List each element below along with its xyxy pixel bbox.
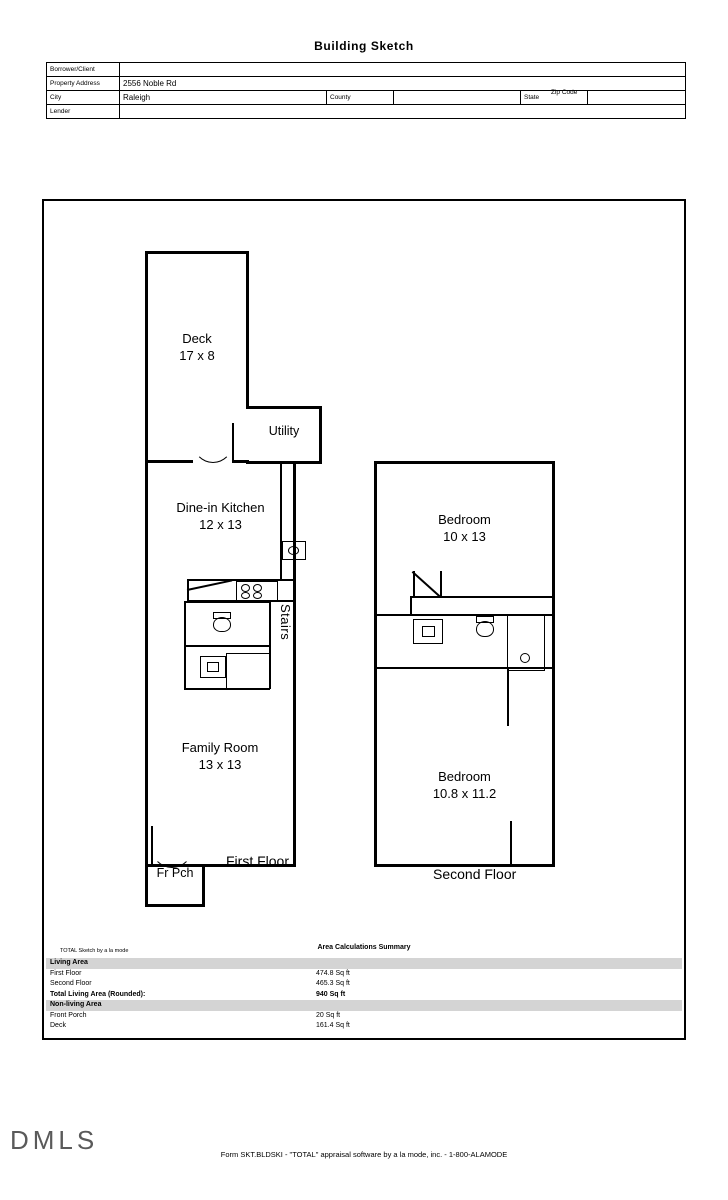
room-label-utility [246,424,322,438]
deck-dims: 17 x 8 [179,348,215,363]
deck-area-label: Deck [50,1022,66,1029]
property-address-label: Property Address [47,77,120,91]
table-row [46,1011,682,1022]
bedroom-2-dims: 10.8 x 11.2 [432,786,497,801]
family-room-dims: 13 x 13 [198,757,242,772]
total-living-area-label: Total Living Area (Rounded): [50,990,146,998]
bath2-vanity-basin [422,626,435,637]
table-row [46,1021,682,1032]
room-label-bedroom-1 [374,511,555,545]
bedroom-1-dims: 10 x 13 [443,529,486,544]
utility-wall-top [246,406,322,409]
table-row [46,969,682,980]
room-label-stairs: Stairs [278,604,293,641]
table-row [47,77,686,91]
first-floor-label: First Floor [226,853,289,869]
hall-divider-left [410,596,412,616]
borrower-label: Borrower/Client [47,63,120,77]
front-door-leaf [151,826,153,866]
stove-burner-3 [241,592,250,599]
front-porch-name: Fr Pch [156,866,194,880]
lender-label: Lender [47,105,120,119]
table-row [47,63,686,77]
borrower-value [120,63,686,77]
total-living-area-value: 940 Sq ft [316,990,346,998]
toilet-bowl [213,617,231,632]
second-floor-label: Second Floor [433,866,517,882]
building-sketch-canvas [42,199,686,1040]
property-info-table [46,62,686,119]
bedroom-2-closet-wall [510,821,512,865]
room-label-kitchen [128,499,313,533]
bath2-toilet-bowl [476,621,494,637]
area-summary-table [46,958,682,1032]
bedroom-door-diagonal [412,571,441,597]
family-room-name: Family Room [181,740,259,755]
stove-burner-4 [253,592,262,599]
second-floor-area-value: 465.3 Sq ft [316,980,350,987]
tub-box [226,653,270,689]
page-title: Building Sketch [314,39,414,53]
room-label-bedroom-2 [374,768,555,802]
bath2-partition-right [507,669,509,726]
bedroom-2-name: Bedroom [438,769,491,784]
kitchen-dims: 12 x 13 [199,517,242,532]
second-floor-wall-top [374,461,555,464]
hall-wall-upper [410,596,555,598]
deck-door-swing [193,423,233,463]
vanity-basin [207,662,219,672]
deck-wall-bottom [145,460,193,463]
area-summary-title: Area Calculations Summary [317,944,411,951]
deck-wall-right [246,251,249,406]
county-value [394,91,521,105]
table-row [46,1000,682,1011]
toilet-tank [213,612,231,619]
bath-wall-mid [184,645,270,647]
front-porch-area-value: 20 Sq ft [316,1011,341,1019]
table-row [46,958,682,969]
bedroom-1-name: Bedroom [438,512,491,527]
kitchen-sink-basin [288,546,299,555]
first-floor-area-value: 474.8 Sq ft [316,969,350,977]
state-value [588,91,686,105]
front-porch-wall-bottom [145,904,205,907]
bath2-tub-drain [520,653,530,663]
non-living-area-band-spacer [312,1000,480,1011]
kitchen-right-partition [280,464,282,580]
kitchen-name: Dine-in Kitchen [176,500,265,515]
living-area-band-spacer [312,958,480,969]
utility-name: Utility [268,424,300,438]
second-floor-area-label: Second Floor [50,980,92,987]
lender-value [120,105,686,119]
footer-form-text: Form SKT.BLDSKI - "TOTAL" appraisal software by a la mode, inc. - 1-800-ALAMODE [220,1150,508,1159]
county-label: County [327,91,394,105]
stove-burner-2 [253,584,262,592]
watermark-logo: DMLS [10,1125,99,1155]
room-label-front-porch [145,866,205,880]
table-row [46,979,682,990]
front-porch-area-label: Front Porch [50,1011,87,1019]
table-row [47,105,686,119]
room-label-family [130,739,310,773]
bath-wall-top [184,601,270,603]
bedroom-closet-wall [440,571,442,597]
deck-area-value: 161.4 Sq ft [316,1022,350,1029]
table-row [46,990,682,1001]
utility-wall-bottom [246,461,322,464]
first-floor-area-label: First Floor [50,969,82,977]
deck-wall-top [145,251,249,254]
deck-door-leaf [232,423,234,463]
sketch-credit: TOTAL Sketch by a la mode [60,948,129,954]
room-label-deck [145,330,249,364]
front-door-swing [151,826,193,868]
state-label: State [521,91,588,105]
bath2-toilet-tank [476,616,494,623]
kitchen-counter-diagonal [187,579,232,590]
living-area-band-label: Living Area [46,958,312,969]
non-living-area-band-label: Non-living Area [46,1000,312,1011]
table-row [47,91,686,105]
stove-burner-1 [241,584,250,592]
property-address-value: 2556 Noble Rd [120,77,686,91]
city-label: City [47,91,120,105]
deck-name: Deck [182,331,212,346]
city-value: Raleigh [120,91,327,105]
non-living-area-band-fill [480,1000,682,1011]
living-area-band-fill [480,958,682,969]
zip-code-label: Zip Code [551,89,578,96]
